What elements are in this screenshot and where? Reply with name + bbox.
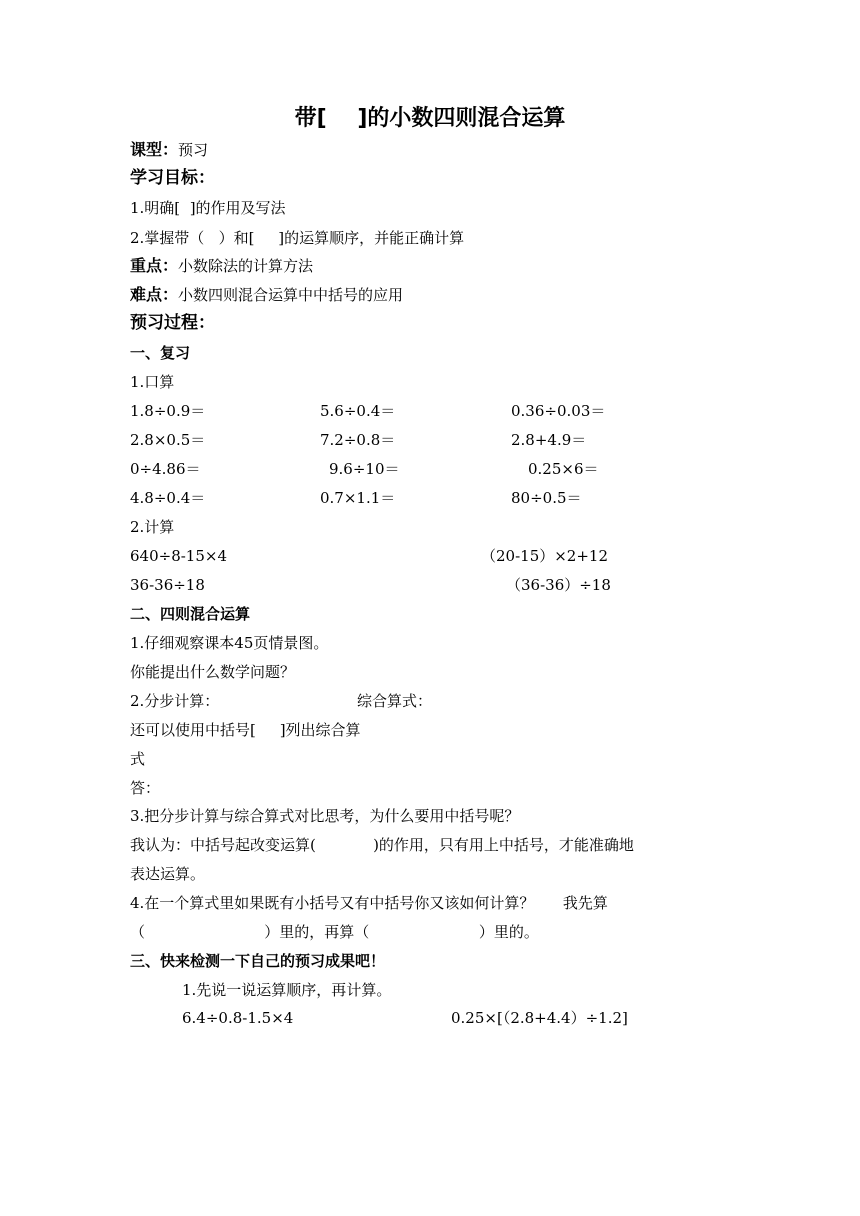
section-heading-self-check: 三、快来检测一下自己的预习成果吧！ xyxy=(130,952,386,970)
calc-problem: （36-36）÷18 xyxy=(506,576,611,594)
oral-problem: 5.6÷0.4＝ xyxy=(320,402,396,420)
goal-item: 1.明确[ ]的作用及写法 xyxy=(130,199,286,217)
difficulty-line xyxy=(130,285,403,305)
text-line: 4.在一个算式里如果既有小括号又有中括号你又该如何计算？ 我先算 xyxy=(130,894,608,912)
key-point-label: 重点： xyxy=(130,256,179,275)
oral-problem: 0÷4.86＝ xyxy=(130,460,201,478)
text-line: （ ）里的，再算（ ）里的。 xyxy=(130,923,539,941)
difficulty-value: 小数四则混合运算中中括号的应用 xyxy=(178,286,404,304)
text-line: 3.把分步计算与综合算式对比思考，为什么要用中括号呢？ xyxy=(130,807,520,825)
section-heading-review: 一、复习 xyxy=(130,344,191,362)
lesson-type-value: 预习 xyxy=(178,141,209,159)
oral-problem: 9.6÷10＝ xyxy=(329,460,400,478)
calc-label: 2.计算 xyxy=(130,518,175,536)
oral-problem: 0.36÷0.03＝ xyxy=(511,402,606,420)
goals-heading: 学习目标： xyxy=(130,168,215,188)
goal-item: 2.掌握带（ ）和[ ]的运算顺序，并能正确计算 xyxy=(130,229,465,247)
oral-problem: 80÷0.5＝ xyxy=(511,489,582,507)
page-title: 带[ ]的小数四则混合运算 xyxy=(294,106,566,131)
lesson-type-line xyxy=(130,140,208,160)
text-line: 表达运算。 xyxy=(130,865,206,883)
oral-problem: 0.7×1.1＝ xyxy=(320,489,396,507)
oral-problem: 7.2÷0.8＝ xyxy=(320,431,396,449)
key-point-line xyxy=(130,256,313,276)
text-line: 式 xyxy=(130,750,146,768)
text-line: 综合算式： xyxy=(357,692,433,710)
process-heading: 预习过程： xyxy=(130,313,215,333)
oral-problem: 0.25×6＝ xyxy=(528,460,599,478)
oral-problem: 4.8÷0.4＝ xyxy=(130,489,206,507)
section-heading-mixed-ops: 二、四则混合运算 xyxy=(130,605,251,623)
self-check-instruction: 1.先说一说运算顺序，再计算。 xyxy=(182,981,392,999)
calc-problem: 640÷8-15×4 xyxy=(130,547,228,565)
oral-calc-label: 1.口算 xyxy=(130,373,175,391)
text-line: 我认为：中括号起改变运算( )的作用，只有用上中括号，才能准确地 xyxy=(130,836,634,854)
oral-problem: 1.8÷0.9＝ xyxy=(130,402,206,420)
oral-problem: 2.8+4.9＝ xyxy=(511,431,587,449)
lesson-type-label: 课型： xyxy=(130,140,179,159)
self-check-problem: 6.4÷0.8-1.5×4 xyxy=(182,1009,294,1027)
self-check-problem: 0.25×[（2.8+4.4）÷1.2] xyxy=(451,1009,628,1027)
text-line: 你能提出什么数学问题？ xyxy=(130,663,296,681)
key-point-value: 小数除法的计算方法 xyxy=(178,257,314,275)
difficulty-label: 难点： xyxy=(130,285,179,304)
calc-problem: （20-15）×2+12 xyxy=(481,547,609,565)
text-line: 还可以使用中括号[ ]列出综合算 xyxy=(130,721,361,739)
text-line: 2.分步计算： xyxy=(130,692,220,710)
text-line: 答： xyxy=(130,779,161,797)
oral-problem: 2.8×0.5＝ xyxy=(130,431,206,449)
calc-problem: 36-36÷18 xyxy=(130,576,205,594)
text-line: 1.仔细观察课本45页情景图。 xyxy=(130,634,329,652)
